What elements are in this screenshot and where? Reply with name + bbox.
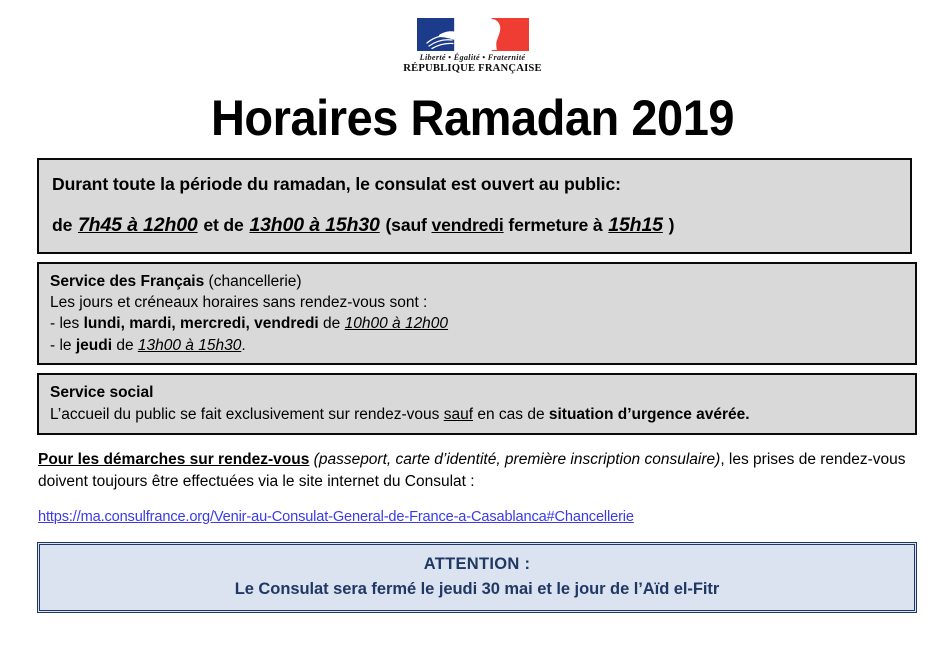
service-francais-slot-2 [50,335,905,356]
service-francais-subtitle: (chancellerie) [204,272,302,290]
republique-francaise-logo [403,18,542,74]
opening-mid: et de [198,214,249,235]
opening-paren-open: (sauf [380,214,432,235]
social-text-sauf: sauf [443,405,474,423]
service-social-text [50,404,905,425]
appointments-link-row [38,509,912,525]
time-afternoon: 13h00 à 15h30 [249,213,380,236]
opening-prefix: de [52,214,77,235]
french-flag-marianne-icon [417,18,529,51]
service-social-box [37,373,917,435]
friday-word: vendredi [431,214,504,235]
attention-title: ATTENTION : [423,554,531,573]
republique-francaise-label: RÉPUBLIQUE FRANÇAISE [403,63,542,74]
time-morning: 7h45 à 12h00 [77,213,198,236]
service-francais-box [37,262,917,366]
appointments-rest: , les prises de rendez-vous doivent toujours être effectuées via le site internet du Consulat : [38,450,906,490]
social-text-middle: en cas de [473,405,549,423]
service-francais-title: Service des Français [50,272,205,290]
slot1-days: lundi, mardi, mercredi, vendredi [83,315,319,333]
service-francais-intro: Les jours et créneaux horaires sans rendez-vous sont : [50,294,428,312]
opening-hours-line1: Durant toute la période du ramadan, le consulat est ouvert au public: [52,173,621,194]
slot1-mid: de [318,315,345,333]
time-friday-closing: 15h15 [608,213,663,236]
social-text-before: L’accueil du public se fait exclusivement sur rendez-vous [50,405,444,423]
slot2-prefix: - le [50,336,76,354]
slot1-time: 10h00 à 12h00 [344,315,449,333]
appointments-paragraph [38,449,912,493]
opening-paren-close: ) [663,214,675,235]
appointments-lead: Pour les démarches sur rendez-vous [38,450,310,468]
opening-paren-mid: fermeture à [503,214,608,235]
slot2-suffix: . [241,336,246,354]
consulate-appointment-link[interactable]: https://ma.consulfrance.org/Venir-au-Consulat-General-de-France-a-Casablanca#Chancellerie [38,508,634,525]
document-header [0,0,945,74]
service-francais-heading [50,271,905,292]
slot1-prefix: - les [50,315,84,333]
slot2-time: 13h00 à 15h30 [137,336,242,354]
devise-text: Liberté • Égalité • Fraternité [419,53,526,62]
attention-notice-box [37,542,917,614]
slot2-days: jeudi [75,336,113,354]
service-francais-slot-1 [50,313,905,334]
social-text-emphasis: situation d’urgence avérée. [548,405,750,423]
opening-hours-box [37,158,912,254]
slot2-mid: de [112,336,138,354]
opening-hours-line2 [52,212,898,239]
appointments-paren: (passeport, carte d’identité, première inscription consulaire) [309,450,721,468]
page-title: Horaires Ramadan 2019 [210,90,735,146]
service-social-heading: Service social [50,384,154,402]
attention-body: Le Consulat sera fermé le jeudi 30 mai et le jour de l’Aïd el-Fitr [234,579,720,598]
